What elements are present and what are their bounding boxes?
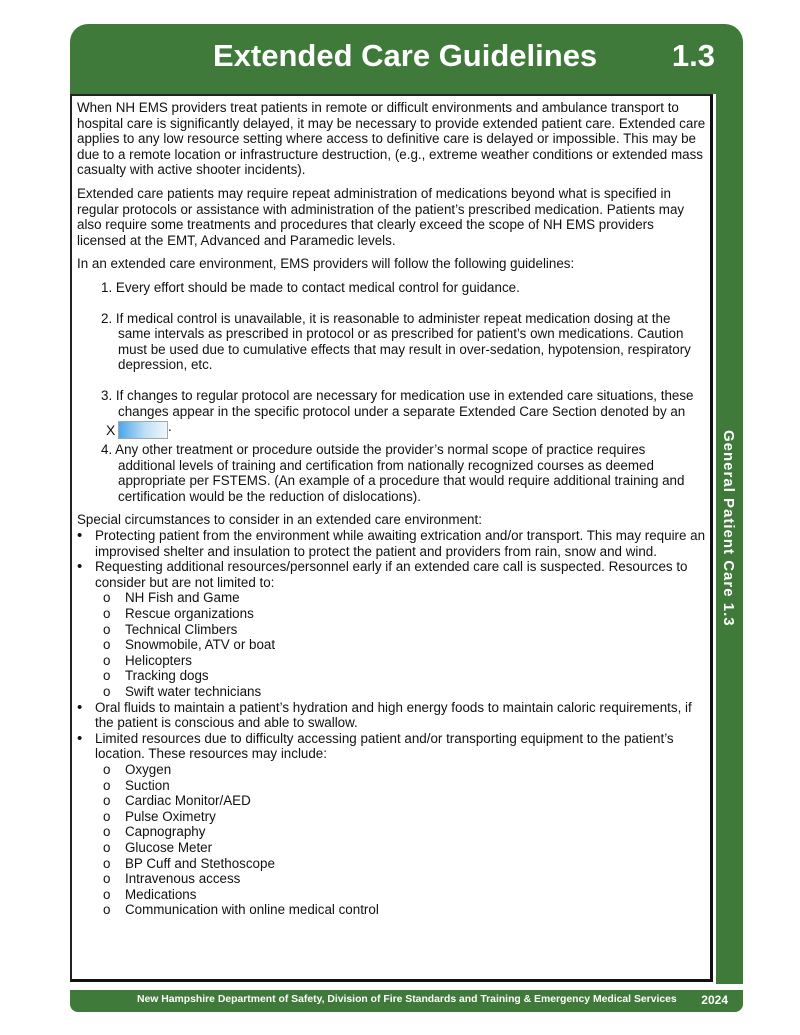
content-box: [70, 94, 713, 982]
circumstance-item: [77, 528, 706, 559]
footer-year: 2024: [701, 993, 728, 1007]
circumstance-item: [77, 731, 706, 918]
circumstance-text: Limited resources due to difficulty accessing patient and/or transporting equipment to the patient’s location. These resources may include:: [95, 730, 674, 762]
circumstance-text: Protecting patient from the environment while awaiting extrication and/or transport. This may require an improvised shelter and insulation to protect the patient and providers from rain, snow and wind.: [95, 528, 706, 559]
resource-item: o Technical Climbers: [95, 622, 706, 638]
equipment-item: o Oxygen: [95, 762, 706, 778]
page-header: [70, 24, 743, 94]
equipment-item: o Glucose Meter: [95, 840, 706, 856]
equipment-item: o Cardiac Monitor/AED: [95, 793, 706, 809]
equipment-item: o Intravenous access: [95, 871, 706, 887]
guideline-3-text: 3. If changes to regular protocol are necessary for medication use in extended care situations, these changes appear in the specific protocol under a separate Extended Care Section denoted by an: [101, 387, 694, 419]
side-tab-label: General Patient Care 1.3: [720, 430, 737, 627]
special-heading: Special circumstances to consider in an extended care environment:: [77, 512, 482, 528]
equipment-item: o Communication with online medical control: [95, 902, 706, 918]
guidelines-intro: In an extended care environment, EMS providers will follow the following guidelines:: [77, 256, 575, 272]
circumstance-item: [77, 559, 706, 699]
resource-item: o Snowmobile, ATV or boat: [95, 637, 706, 653]
resource-list: [95, 590, 706, 699]
resource-item: o Swift water technicians: [95, 684, 706, 700]
resource-item: o NH Fish and Game: [95, 590, 706, 606]
guideline-3: [77, 388, 706, 439]
equipment-item: o Pulse Oximetry: [95, 809, 706, 825]
resource-item: o Tracking dogs: [95, 668, 706, 684]
equipment-item: o Capnography: [95, 824, 706, 840]
section-number: 1.3: [671, 38, 715, 73]
extended-care-marker: X: [118, 421, 168, 439]
guideline-2: 2. If medical control is unavailable, it is reasonable to administer repeat medication dosing at the same intervals as prescribed in protocol or as prescribed for patient’s own medications. Caution must be used due to cumulative effects that may result in over-sedation, hypotension, respiratory depression, etc.: [101, 310, 691, 373]
page-footer: [70, 990, 743, 1012]
footer-text: New Hampshire Department of Safety, Division of Fire Standards and Training & Emergency Medical Services: [137, 994, 677, 1005]
equipment-list: [95, 762, 706, 918]
guideline-4: 4. Any other treatment or procedure outside the provider’s normal scope of practice requires additional levels of training and certification from nationally recognized courses as deemed appropriate per FSTEMS. (An example of a procedure that would require additional training and certification would be the reduction of dislocations).: [101, 442, 685, 504]
circumstance-text: Oral fluids to maintain a patient’s hydration and high energy foods to maintain caloric requirements, if the patient is conscious and able to swallow.: [95, 699, 692, 731]
intro-paragraph: When NH EMS providers treat patients in remote or difficult environments and ambulance transport to hospital care is significantly delayed, it may be necessary to provide extended patient care. Extended care applies to any low resource setting where access to definitive care is delayed or impossible. This may be due to a remote location or infrastructure destruction, (e.g., extreme weather conditions or extended mass casualty with active shooter incidents).: [77, 100, 706, 178]
equipment-item: o Medications: [95, 887, 706, 903]
equipment-item: o BP Cuff and Stethoscope: [95, 856, 706, 872]
resource-item: o Helicopters: [95, 653, 706, 669]
resource-item: o Rescue organizations: [95, 606, 706, 622]
medication-paragraph: Extended care patients may require repeat administration of medications beyond what is specified in regular protocols or assistance with administration of the patient’s prescribed medication. Patients may also require some treatments and procedures that clearly exceed the scope of NH EMS providers licensed at the EMT, Advanced and Paramedic levels.: [77, 185, 685, 248]
marker-period: .: [168, 419, 172, 435]
guideline-1: 1. Every effort should be made to contact medical control for guidance.: [101, 279, 520, 295]
circumstance-list: [77, 528, 706, 918]
equipment-item: o Suction: [95, 778, 706, 794]
circumstance-text: Requesting additional resources/personnel early if an extended care call is suspected. Resources to consider but are not limited to:: [95, 559, 688, 590]
circumstance-item: [77, 700, 706, 731]
page-title: Extended Care Guidelines: [213, 38, 598, 73]
